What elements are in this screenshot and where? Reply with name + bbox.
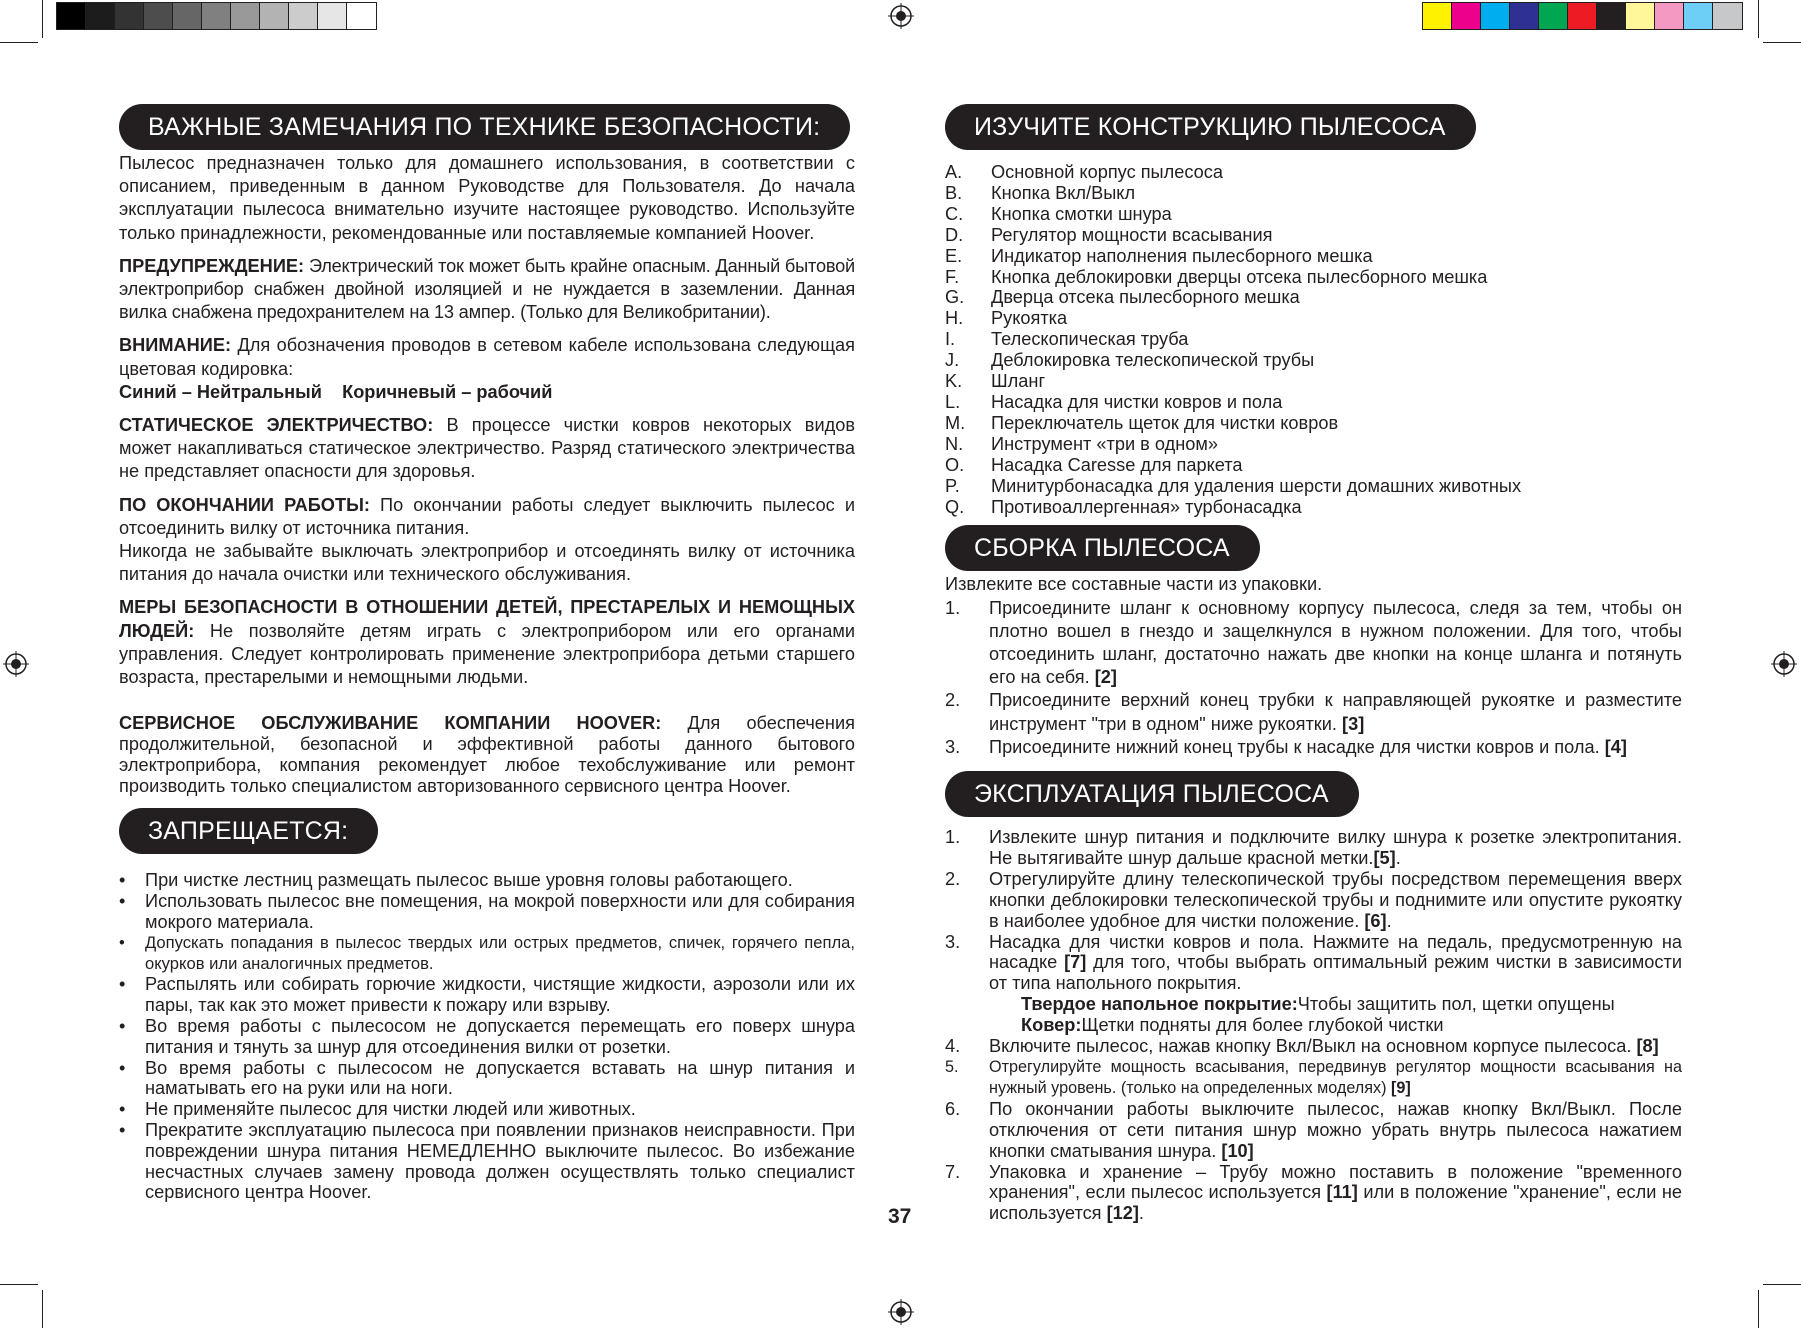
step-number: 1. xyxy=(945,597,961,618)
attention-paragraph xyxy=(119,334,855,380)
part-key: D. xyxy=(945,224,964,245)
bullet-icon: • xyxy=(119,974,126,995)
part-key: N. xyxy=(945,433,964,454)
part-item xyxy=(945,413,1682,434)
part-label: Шланг xyxy=(991,371,1046,392)
part-key: K. xyxy=(945,371,963,392)
step-number: 5. xyxy=(945,1058,959,1076)
prohibited-item xyxy=(119,1120,855,1203)
crop-mark xyxy=(42,0,43,38)
part-key: C. xyxy=(945,203,964,224)
bullet-icon: • xyxy=(119,891,126,912)
warning-paragraph xyxy=(119,255,855,325)
operation-step xyxy=(945,1057,1682,1099)
step-number: 2. xyxy=(945,690,961,711)
part-key: F. xyxy=(945,266,960,287)
prohibited-item xyxy=(119,933,855,975)
figure-reference: [8] xyxy=(1636,1036,1659,1057)
part-label: Кнопка смотки шнура xyxy=(991,203,1172,224)
step-number: 7. xyxy=(945,1161,961,1182)
carpet-label: Ковер: xyxy=(1021,1015,1082,1036)
part-label: Регулятор мощности всасывания xyxy=(991,224,1273,245)
step-text: для того, чтобы выбрать оптимальный режим чистки в зависимости от типа напольного покрытия. xyxy=(989,952,1683,994)
figure-reference: [3] xyxy=(1342,713,1365,734)
part-label: Инструмент «три в одном» xyxy=(991,433,1218,454)
prohibited-item-text: Использовать пылесос вне помещения, на мокрой поверхности или для собирания мокрого материала. xyxy=(145,891,855,933)
figure-reference: [9] xyxy=(1390,1078,1411,1097)
operation-heading: ЭКСПЛУАТАЦИЯ ПЫЛЕСОСА xyxy=(945,771,1359,817)
crop-mark xyxy=(42,1290,43,1328)
part-label: Насадка Caresse для паркета xyxy=(991,454,1243,475)
color-swatch xyxy=(1423,3,1452,29)
safety-intro: Пылесос предназначен только для домашнего использования, в соответствии с описанием, приведенным в данном Руководстве для Пользователя. До начала эксплуатации пылесоса внимательно изучите настоящее руководство. Используйте только принадлежности, рекомендованные или поставляемые компанией Hoover. xyxy=(119,153,855,243)
figure-reference: [11] xyxy=(1326,1182,1358,1203)
registration-mark-icon xyxy=(1771,651,1797,677)
warning-text: Электрический ток может быть крайне опасным. Данный бытовой электроприбор снабжен двойной изоляцией и не нуждается в заземлении. Данная вилка снабжена предохранителем на 13 ампер. (Только для Великобритании). xyxy=(119,255,855,323)
part-item xyxy=(945,183,1682,204)
step-text: Присоедините нижний конец трубы к насадке для чистки ковров и пола. xyxy=(989,736,1605,757)
step-text: По окончании работы выключите пылесос, нажав кнопку Вкл/Выкл. После отключения от сети питания шнур можно убрать внутрь пылесоса нажатием кнопки сматывания шнура. xyxy=(989,1098,1682,1161)
part-key: I. xyxy=(945,329,956,350)
step-text: Упаковка и хранение – Трубу можно поставить в положение "временного хранения", если пылесос используется xyxy=(989,1161,1682,1203)
part-key: Q. xyxy=(945,496,965,517)
step-number: 2. xyxy=(945,868,961,889)
part-key: G. xyxy=(945,287,965,308)
children-paragraph xyxy=(119,596,855,689)
assembly-step xyxy=(945,597,1682,690)
step-text: . xyxy=(1395,847,1401,868)
bullet-icon: • xyxy=(119,932,125,952)
color-swatch xyxy=(173,3,202,29)
prohibited-item xyxy=(119,1099,855,1120)
prohibited-item-text: Во время работы с пылесосом не допускается вставать на шнур питания и наматывать его на руки или на ноги. xyxy=(145,1057,855,1099)
part-label: Минитурбонасадка для удаления шерсти домашних животных xyxy=(991,475,1522,496)
parts-list xyxy=(945,162,1682,517)
color-swatch xyxy=(1452,3,1481,29)
warning-label: ПРЕДУПРЕЖДЕНИЕ: xyxy=(119,255,305,276)
part-item xyxy=(945,476,1682,497)
part-item xyxy=(945,434,1682,455)
step-number: 3. xyxy=(945,931,961,952)
part-label: Кнопка Вкл/Выкл xyxy=(991,182,1136,203)
attention-text: Для обозначения проводов в сетевом кабеле использована следующая цветовая кодировка: xyxy=(119,335,855,379)
left-column xyxy=(119,104,855,1203)
children-text: Не позволяйте детям играть с электроприбором или его органами управления. Следует контролировать применение электроприбора детьми старшего возраста, престарелыми и немощными людьми. xyxy=(119,620,855,688)
step-text: Извлеките шнур питания и подключите вилку шнура к розетке электропитания. Не вытягивайте шнур дальше красной метки. xyxy=(989,827,1682,868)
color-swatch xyxy=(289,3,318,29)
figure-reference: [2] xyxy=(1094,667,1117,688)
crop-mark xyxy=(0,1284,38,1285)
part-item xyxy=(945,497,1682,518)
part-key: J. xyxy=(945,350,960,371)
step-text: Отрегулируйте мощность всасывания, передвинув регулятор мощности всасывания на нужный уровень. (только на определенных моделях) xyxy=(989,1058,1682,1097)
color-swatch xyxy=(144,3,173,29)
step-number: 3. xyxy=(945,736,961,757)
color-swatch xyxy=(318,3,347,29)
prohibited-item-text: При чистке лестниц размещать пылесос выше уровня головы работающего. xyxy=(145,870,793,891)
assembly-step xyxy=(945,689,1682,735)
operation-step xyxy=(945,1036,1682,1057)
step-number: 4. xyxy=(945,1036,961,1057)
figure-reference: [7] xyxy=(1064,952,1087,973)
prohibited-item xyxy=(119,1016,855,1058)
step-text: Включите пылесос, нажав кнопку Вкл/Выкл на основном корпусе пылесоса. xyxy=(989,1036,1637,1057)
part-label: Кнопка деблокировки дверцы отсека пылесборного мешка xyxy=(991,266,1488,287)
floor-mode-carpet xyxy=(989,1015,1682,1036)
hard-floor-text: Чтобы защитить пол, щетки опущены xyxy=(1297,994,1615,1015)
part-item xyxy=(945,287,1682,308)
assembly-steps xyxy=(945,597,1682,759)
bullet-icon: • xyxy=(119,870,126,891)
part-label: Переключатель щеток для чистки ковров xyxy=(991,412,1339,433)
color-swatch xyxy=(202,3,231,29)
prohibited-item-text: Во время работы с пылесосом не допускается перемещать его поверх шнура питания и тянуть за шнур для отсоединения вилки от розетки. xyxy=(145,1016,855,1057)
carpet-text: Щетки подняты для более глубокой чистки xyxy=(1081,1015,1444,1036)
part-label: Дверца отсека пылесборного мешка xyxy=(991,287,1300,308)
part-item xyxy=(945,225,1682,246)
part-key: E. xyxy=(945,245,963,266)
prohibited-item xyxy=(119,1058,855,1100)
crop-mark xyxy=(1758,0,1759,38)
step-text: . xyxy=(1386,910,1392,931)
part-item xyxy=(945,350,1682,371)
prohibited-item-text: Допускать попадания в пылесос твердых или острых предметов, спичек, горячего пепла, окурков или аналогичных предметов. xyxy=(145,932,855,973)
color-swatch xyxy=(231,3,260,29)
operation-step xyxy=(945,827,1682,869)
service-label: СЕРВИСНОЕ ОБСЛУЖИВАНИЕ КОМПАНИИ HOOVER: xyxy=(119,713,662,734)
bullet-icon: • xyxy=(119,1099,126,1120)
part-key: A. xyxy=(945,162,963,182)
after-use-text: По окончании работы следует выключить пылесос и отсоединить вилку от источника питания. xyxy=(119,494,856,538)
figure-reference: [10] xyxy=(1221,1140,1254,1161)
operation-step xyxy=(945,1162,1682,1225)
part-label: Рукоятка xyxy=(991,308,1068,329)
prohibited-item xyxy=(119,870,855,891)
step-text: Присоедините шланг к основному корпусу пылесоса, следя за тем, чтобы он плотно вошел в гнездо и защелкнулся в нужном положении. Для того, чтобы отсоединить шланг, достаточно нажать две кнопки на конце шланга и потянуть его на себя. xyxy=(989,597,1682,688)
page-number: 37 xyxy=(888,1205,912,1228)
part-label: Насадка для чистки ковров и пола xyxy=(991,391,1283,412)
bullet-icon: • xyxy=(119,1120,126,1141)
color-swatch xyxy=(1684,3,1713,29)
color-swatch xyxy=(115,3,144,29)
part-item xyxy=(945,204,1682,225)
part-key: L. xyxy=(945,391,961,412)
part-item xyxy=(945,392,1682,413)
part-item xyxy=(945,308,1682,329)
prohibited-item-text: Прекратите эксплуатацию пылесоса при появлении признаков неисправности. При повреждении шнура питания НЕМЕДЛЕННО выключите пылесос. Во избежание несчастных случаев замену провода должен осуществлять только специалист сервисного центра Hoover. xyxy=(145,1120,855,1203)
children-label: МЕРЫ БЕЗОПАСНОСТИ В ОТНОШЕНИИ ДЕТЕЙ, ПРЕСТАРЕЛЫХ И НЕМОЩНЫХ ЛЮДЕЙ: xyxy=(119,597,855,641)
color-swatch xyxy=(1568,3,1597,29)
figure-reference: [6] xyxy=(1364,910,1387,931)
service-paragraph xyxy=(119,713,855,796)
after-use-label: ПО ОКОНЧАНИИ РАБОТЫ: xyxy=(119,494,370,515)
color-swatch xyxy=(1597,3,1626,29)
bullet-icon: • xyxy=(119,1016,126,1037)
color-swatch xyxy=(86,3,115,29)
color-swatch xyxy=(1626,3,1655,29)
part-item xyxy=(945,371,1682,392)
color-swatch xyxy=(1481,3,1510,29)
figure-reference: [4] xyxy=(1604,736,1627,757)
static-paragraph xyxy=(119,414,855,484)
prohibited-item-text: Не применяйте пылесос для чистки людей или животных. xyxy=(145,1099,636,1120)
color-swatch xyxy=(57,3,86,29)
part-label: Индикатор наполнения пылесборного мешка xyxy=(991,245,1373,266)
step-text: . xyxy=(1138,1203,1144,1224)
operation-step xyxy=(945,932,1682,1037)
operation-step xyxy=(945,869,1682,932)
part-key: P. xyxy=(945,475,960,496)
crop-mark xyxy=(1758,1290,1759,1328)
part-key: M. xyxy=(945,412,966,433)
crop-mark xyxy=(1763,1284,1801,1285)
after-use-paragraph xyxy=(119,494,855,540)
figure-reference: [12] xyxy=(1106,1203,1139,1224)
process-color-bar xyxy=(1422,2,1743,30)
color-swatch xyxy=(1655,3,1684,29)
crop-mark xyxy=(0,42,38,43)
color-swatch xyxy=(347,3,376,29)
assembly-step xyxy=(945,736,1682,759)
part-item xyxy=(945,162,1682,183)
static-label: СТАТИЧЕСКОЕ ЭЛЕКТРИЧЕСТВО: xyxy=(119,415,434,436)
step-text: или в положение "хранение", если не используется xyxy=(989,1182,1682,1224)
step-text: Насадка для чистки ковров и пола. Нажмите на педаль, предусмотренную на насадке xyxy=(989,931,1682,973)
part-key: O. xyxy=(945,454,965,475)
part-item xyxy=(945,329,1682,350)
color-swatch xyxy=(1510,3,1539,29)
registration-mark-icon xyxy=(888,1299,914,1325)
floor-mode-hard xyxy=(989,994,1682,1015)
attention-label: ВНИМАНИЕ: xyxy=(119,335,232,356)
part-item xyxy=(945,246,1682,267)
assembly-intro: Извлеките все составные части из упаковки. xyxy=(945,574,1323,595)
part-label: Противоаллергенная» турбонасадка xyxy=(991,496,1302,517)
color-swatch xyxy=(1539,3,1568,29)
step-number: 6. xyxy=(945,1098,961,1119)
grayscale-color-bar xyxy=(56,2,377,30)
part-key: H. xyxy=(945,308,964,329)
safety-heading: ВАЖНЫЕ ЗАМЕЧАНИЯ ПО ТЕХНИКЕ БЕЗОПАСНОСТИ: xyxy=(119,104,850,150)
registration-mark-icon xyxy=(888,3,914,29)
figure-reference: [5] xyxy=(1373,847,1396,868)
prohibited-list xyxy=(119,870,855,1203)
color-swatch xyxy=(260,3,289,29)
hard-floor-label: Твердое напольное покрытие: xyxy=(1021,994,1298,1015)
step-number: 1. xyxy=(945,827,961,848)
after-use-note: Никогда не забывайте выключать электроприбор и отсоединять вилку от источника питания до начала очистки или технического обслуживания. xyxy=(119,541,855,585)
prohibited-heading: ЗАПРЕЩАЕТСЯ: xyxy=(119,808,378,854)
assembly-heading: СБОРКА ПЫЛЕСОСА xyxy=(945,525,1260,571)
color-swatch xyxy=(1713,3,1742,29)
part-label: Деблокировка телескопической трубы xyxy=(991,350,1315,371)
wire-color-codes: Синий – Нейтральный Коричневый – рабочий xyxy=(119,381,553,402)
prohibited-item xyxy=(119,974,855,1016)
step-text: Присоедините верхний конец трубки к направляющей рукоятке и разместите инструмент "три в одном" ниже рукоятки. xyxy=(989,690,1682,734)
part-label: Телескопическая труба xyxy=(991,329,1189,350)
right-column xyxy=(945,104,1682,1224)
part-item xyxy=(945,455,1682,476)
part-item xyxy=(945,267,1682,288)
step-text: Отрегулируйте длину телескопической трубы посредством перемещения вверх кнопки деблокировки телескопической трубы и поднимите или опустите рукоятку в наиболее удобное для чистки положение. xyxy=(989,868,1682,931)
operation-steps xyxy=(945,827,1682,1224)
registration-mark-icon xyxy=(3,651,29,677)
prohibited-item xyxy=(119,891,855,933)
construction-heading: ИЗУЧИТЕ КОНСТРУКЦИЮ ПЫЛЕСОСА xyxy=(945,104,1476,150)
part-key: B. xyxy=(945,182,963,203)
prohibited-item-text: Распылять или собирать горючие жидкости, чистящие жидкости, аэрозоли или их пары, так как это может привести к пожару или взрыву. xyxy=(145,974,855,1016)
bullet-icon: • xyxy=(119,1057,126,1078)
crop-mark xyxy=(1763,42,1801,43)
service-text: Для обеспечения продолжительной, безопасной и эффективной работы данного бытового электроприбора, компания рекомендует любое техобслуживание или ремонт производить только специалистом авторизованного сервисного центра Hoover. xyxy=(119,713,855,796)
operation-step xyxy=(945,1099,1682,1162)
part-label: Основной корпус пылесоса xyxy=(991,162,1223,182)
static-text: В процессе чистки ковров некоторых видов может накапливаться статическое электричество. Разряд статического электричества не представляет опасности для здоровья. xyxy=(119,415,856,482)
